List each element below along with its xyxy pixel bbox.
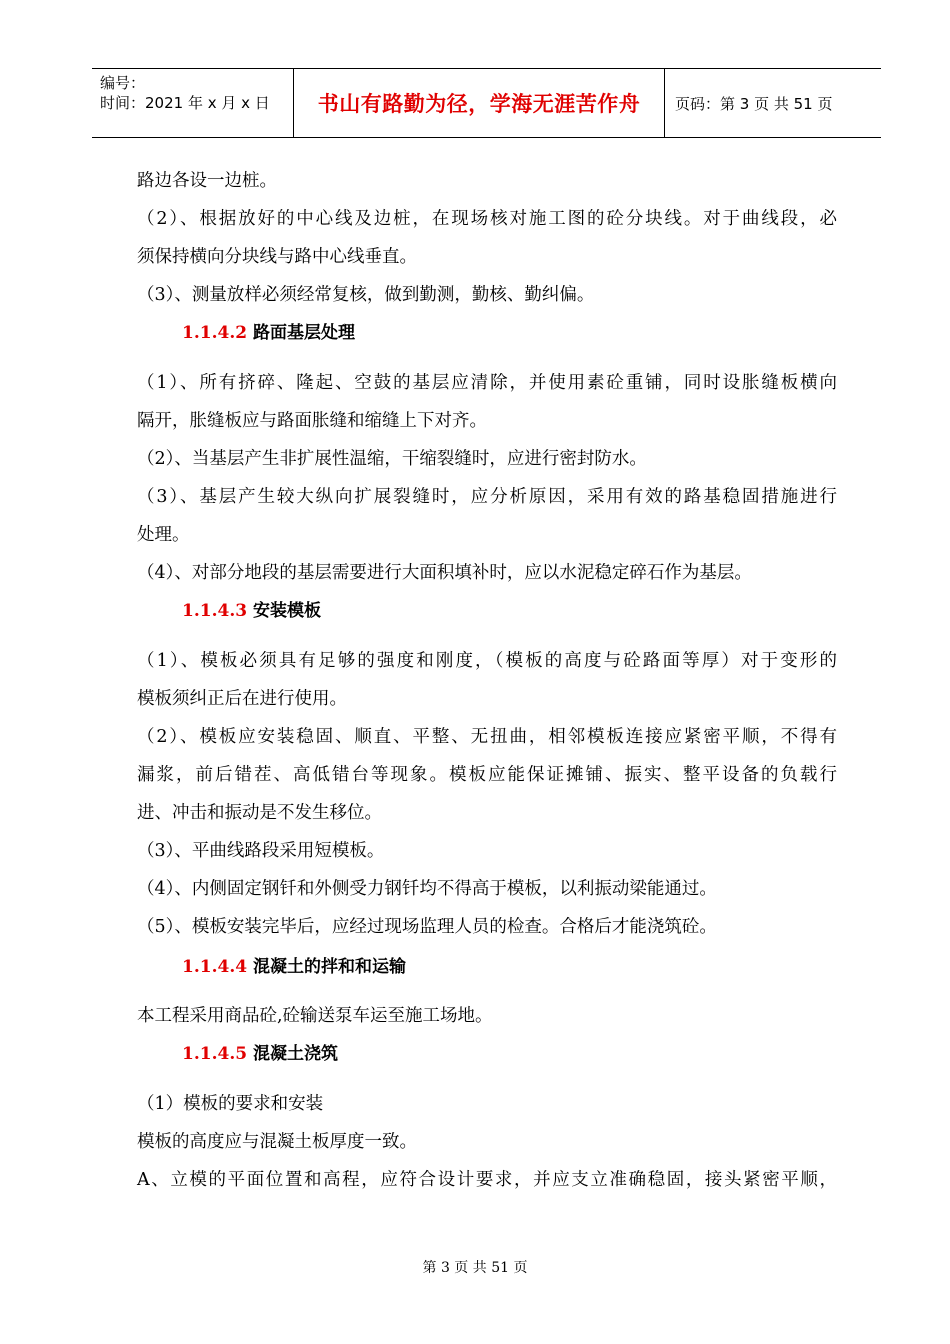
- section-heading: [182, 320, 355, 346]
- document-time: 时间：2021 年 x 月 x 日: [100, 94, 270, 112]
- page-footer: 第 3 页 共 51 页: [422, 1260, 528, 1276]
- text-line: 须保持横向分块线与路中心线垂直。: [137, 247, 417, 267]
- text-line: 本工程采用商品砼,砼输送泵车运至施工场地。: [137, 1006, 493, 1026]
- section-number: 1.1.4.2: [182, 323, 248, 343]
- text-line: 模板须纠正后在进行使用。: [137, 689, 347, 709]
- page-header: [92, 68, 881, 138]
- text-line: （1）模板的要求和安装: [137, 1094, 324, 1114]
- section-title: 混凝土的拌和和运输: [253, 957, 406, 977]
- header-meta: [92, 69, 293, 137]
- text-line: （2）、根据放好的中心线及边桩，在现场核对施工图的砼分块线。对于曲线段，必: [137, 209, 837, 229]
- text-line: （2）、当基层产生非扩展性温缩，干缩裂缝时，应进行密封防水。: [137, 449, 647, 469]
- text-line: （1）、所有挤碎、隆起、空鼓的基层应清除，并使用素砼重铺，同时设胀缝板横向: [137, 373, 837, 393]
- text-line: （4）、内侧固定钢钎和外侧受力钢钎均不得高于模板，以利振动梁能通过。: [137, 879, 717, 899]
- text-line: 隔开，胀缝板应与路面胀缝和缩缝上下对齐。: [137, 411, 487, 431]
- section-heading: [182, 598, 321, 624]
- section-title: 混凝土浇筑: [253, 1044, 338, 1064]
- section-number: 1.1.4.3: [182, 601, 248, 621]
- section-number: 1.1.4.5: [182, 1044, 248, 1064]
- text-line: 路边各设一边桩。: [137, 171, 277, 191]
- text-line: （5）、模板安装完毕后，应经过现场监理人员的检查。合格后才能浇筑砼。: [137, 917, 717, 937]
- text-line: （3）、平曲线路段采用短模板。: [137, 841, 385, 861]
- section-title: 安装模板: [253, 601, 321, 621]
- text-line: （3）、基层产生较大纵向扩展裂缝时，应分析原因，采用有效的路基稳固措施进行: [137, 487, 837, 507]
- text-line: A、立模的平面位置和高程，应符合设计要求，并应支立准确稳固，接头紧密平顺，: [137, 1170, 837, 1190]
- text-line: 漏浆，前后错茬、高低错台等现象。模板应能保证摊铺、振实、整平设备的负载行: [137, 765, 837, 785]
- text-line: （1）、模板必须具有足够的强度和刚度，（模板的高度与砼路面等厚）对于变形的: [137, 651, 837, 671]
- section-number: 1.1.4.4: [182, 957, 248, 977]
- text-line: （4）、对部分地段的基层需要进行大面积填补时，应以水泥稳定碎石作为基层。: [137, 563, 752, 583]
- section-heading: [182, 1041, 338, 1067]
- text-line: （3）、测量放样必须经常复核，做到勤测，勤核、勤纠偏。: [137, 285, 595, 305]
- text-line: 进、冲击和振动是不发生移位。: [137, 803, 382, 823]
- text-line: 模板的高度应与混凝土板厚度一致。: [137, 1132, 417, 1152]
- header-motto: 书山有路勤为径，学海无涯苦作舟: [293, 69, 665, 137]
- header-page-info: 页码：第 3 页 共 51 页: [675, 94, 833, 113]
- text-line: 处理。: [137, 525, 190, 545]
- section-heading: [182, 954, 406, 980]
- document-number: 编号：: [100, 74, 146, 92]
- text-line: （2）、模板应安装稳固、顺直、平整、无扭曲，相邻模板连接应紧密平顺，不得有: [137, 727, 837, 747]
- section-title: 路面基层处理: [253, 323, 355, 343]
